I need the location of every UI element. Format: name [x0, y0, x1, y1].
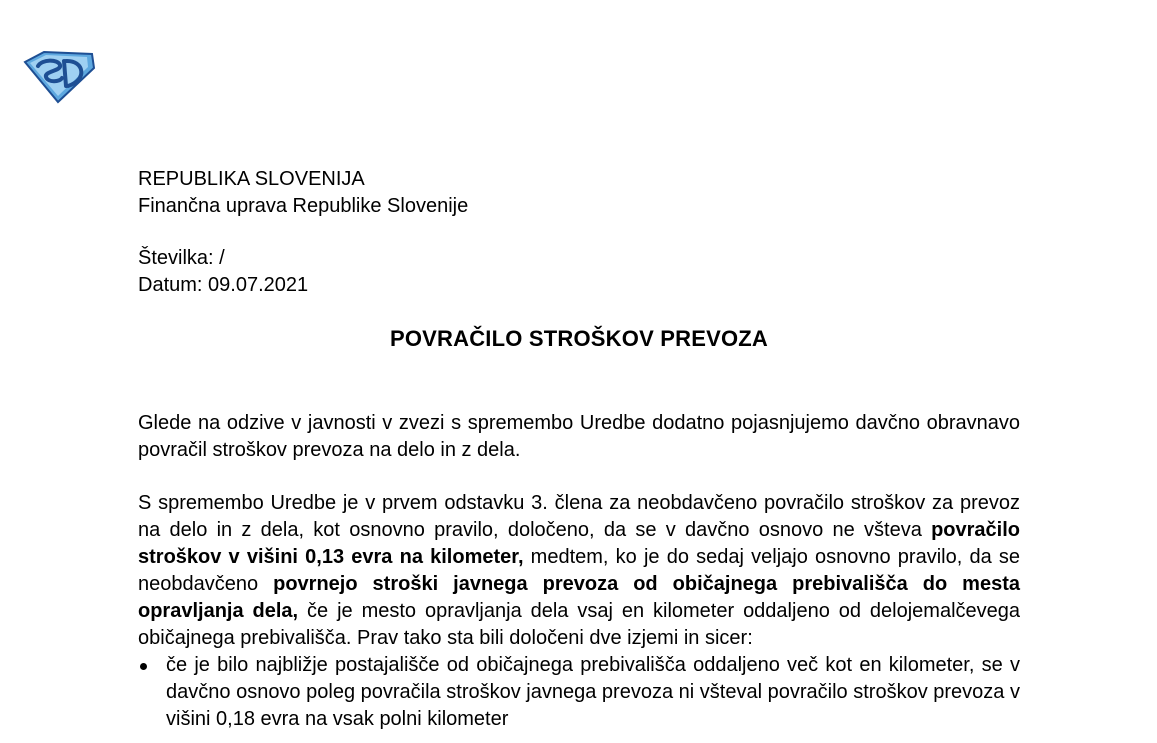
document-title: POVRAČILO STROŠKOV PREVOZA	[389, 326, 769, 351]
paragraph-bold-text: povrnejo stroški javnega prevoza od običajnega prebivališča do mesta opravljanja dela,	[138, 573, 1020, 622]
shield-logo-icon	[22, 50, 96, 104]
paragraph-main	[138, 490, 1020, 652]
paragraph-text: če je mesto opravljanja dela vsaj en kilometer oddaljeno od delojemalčevega običajnega prebivališča. Prav tako sta bili določeni dve izjemi in sicer:	[138, 600, 1021, 649]
paragraph-text: S spremembo Uredbe je v prvem odstavku 3. člena za neobdavčeno povračilo stroškov za prevoz na delo in z dela, kot osnovno pravilo, določeno, da se v davčno osnovo ne všteva	[138, 492, 1020, 541]
paragraph-intro: Glede na odzive v javnosti v zvezi s spremembo Uredbe dodatno pojasnjujemo davčno obravnavo povračil stroškov prevoza na delo in z dela.	[138, 412, 1020, 461]
fu-logo	[22, 50, 96, 104]
country-name: REPUBLIKA SLOVENIJA	[138, 168, 365, 190]
paragraph-bold-text: povračilo stroškov v višini 0,13 evra na kilometer,	[138, 519, 1020, 568]
exceptions-list	[138, 652, 1020, 733]
list-item-text: če je bilo najbližje postajališče od običajnega prebivališča oddaljeno več kot en kilometer, se v davčno osnovo poleg povračila stroškov javnega prevoza ni všteval povračilo stroškov prevoza v višini 0,18 evra na vsak polni kilometer	[166, 654, 1020, 730]
list-item	[138, 652, 1020, 733]
paragraph-text: medtem, ko je do sedaj veljajo osnovno pravilo, da se neobdavčeno	[138, 546, 1020, 595]
document-number: Številka: /	[138, 247, 225, 269]
header-block	[138, 166, 468, 220]
document-date: Datum: 09.07.2021	[138, 274, 309, 296]
meta-block	[138, 245, 308, 299]
bullet-icon	[140, 663, 147, 670]
agency-name: Finančna uprava Republike Slovenije	[138, 195, 469, 217]
document-body	[138, 410, 1020, 733]
